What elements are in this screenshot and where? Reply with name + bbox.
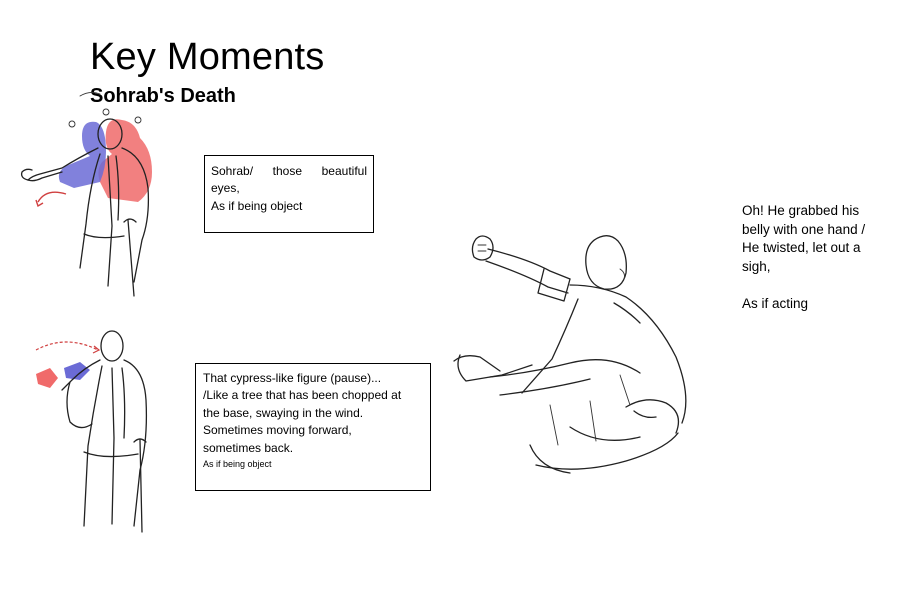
page-subtitle: Sohrab's Death (90, 85, 236, 107)
blue-hand (64, 362, 90, 380)
quote-line: eyes, (211, 181, 240, 196)
quote-line: As if being object (211, 198, 303, 213)
caption-gap (742, 277, 892, 295)
quote-line: Sohrab/ those beautiful (211, 164, 367, 178)
sketch-seated-man-reaching (450, 225, 730, 495)
sketch-old-man-swaying (30, 322, 180, 534)
caption-line: sigh, (742, 258, 771, 274)
quote-line: sometimes back. (203, 440, 294, 455)
caption-line: As if acting (742, 295, 809, 311)
caption-line: Oh! He grabbed his (742, 203, 860, 218)
quote-line: the base, swaying in the wind. (203, 405, 364, 420)
sketch-old-man-pointing (10, 84, 180, 299)
page-title: Key Moments (90, 36, 325, 78)
blue-overlay-figure (59, 122, 106, 188)
quote-line: That cypress-like figure (pause)... (203, 371, 382, 385)
quote-box-sohrab-eyes (204, 155, 374, 233)
quote-line: /Like a tree that has been chopped at (203, 388, 402, 403)
red-hand (36, 368, 58, 388)
quote-box-cypress-figure (195, 363, 431, 491)
side-caption (742, 202, 892, 313)
caption-line: He twisted, let out a (742, 240, 861, 256)
caption-line: belly with one hand / (742, 221, 866, 237)
stage-note: As if being object (203, 458, 272, 469)
red-overlay-figure (98, 119, 152, 202)
quote-line: Sometimes moving forward, (203, 423, 352, 438)
